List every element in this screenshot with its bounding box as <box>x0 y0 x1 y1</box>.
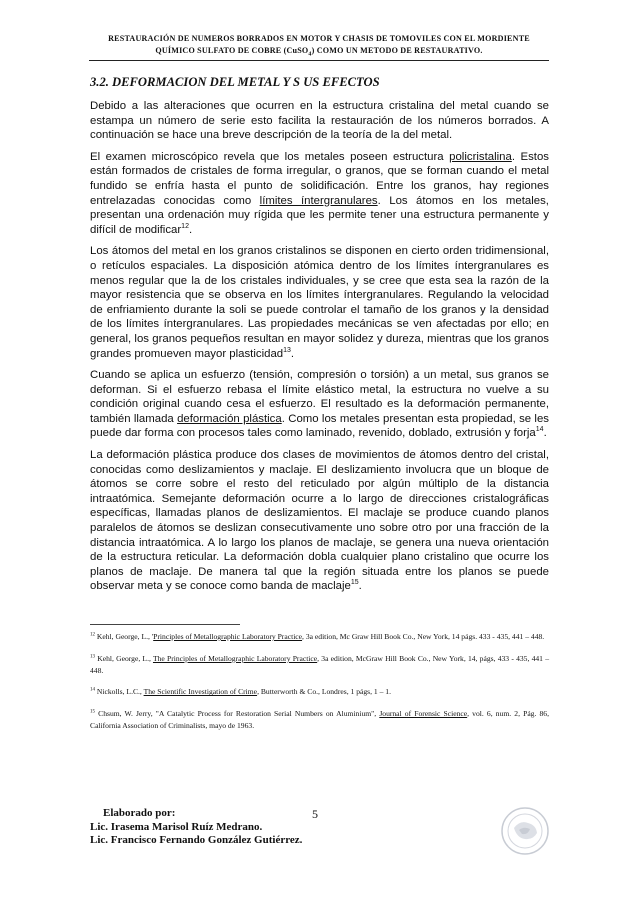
running-header-line2 <box>90 46 548 58</box>
footnote-14-text-b: , Butterworth & Co., Londres, 1 págs, 1 – 1. <box>257 687 391 697</box>
footnote-13-text-b: , 3a edition, McGraw Hill Book Co., New York, 14, págs, 433 - 435, 441 – 448. <box>90 653 549 675</box>
footnote-ref-13: 13 <box>283 346 291 354</box>
footnote-13-book-title: The Principles of Metallographic Laboratory Practice <box>152 653 318 663</box>
header-rule <box>89 60 549 61</box>
footnote-13 <box>90 653 549 677</box>
footnote-14-number: 14 <box>90 687 95 693</box>
paragraph-3 <box>90 244 549 361</box>
footnote-15-journal-title: Journal of Forensic Science <box>379 709 468 719</box>
p4-text-a: Cuando se aplica un esfuerzo (tensión, compresión o torsión) a un metal, sus granos se deforman. Si el esfuerzo rebasa el límite elástico metal, la estructura no vuelve a su condición original cuando cesa el esfuerzo. El resultado es la deformación permanente, también llamada <box>90 369 549 425</box>
footnote-12-number: 12 <box>90 632 95 638</box>
page-number: 5 <box>312 807 318 821</box>
p2-underlined-term-2: límites íntergranulares <box>259 194 378 207</box>
p5-text-b: . <box>358 580 362 593</box>
footnote-12-book-title: Principles of Metallographic Laboratory Practice <box>153 632 303 641</box>
footnote-12 <box>90 631 549 643</box>
p4-text-c: . <box>543 427 547 440</box>
footnote-15-number: 15 <box>90 709 95 715</box>
footnote-14-text-a: Nickolls, L.C., <box>95 687 144 697</box>
paragraph-5 <box>90 448 549 594</box>
footnote-12-text-a: Kehl, George, L., ' <box>95 632 154 641</box>
section-title: 3.2. DEFORMACION DEL METAL Y S US EFECTOS <box>90 75 380 89</box>
footnote-ref-12: 12 <box>181 222 189 230</box>
footnote-rule <box>90 624 240 625</box>
footnote-14 <box>90 686 549 698</box>
header-line2-pre: QUÍMICO SULFATO DE COBRE (CuSO <box>155 46 309 55</box>
footnote-15 <box>90 708 549 732</box>
footnote-ref-15: 15 <box>350 579 359 587</box>
footnote-15-text-a: Chsum, W. Jerry, "A Catalytic Process for Restoration Serial Numbers on Aluminium", <box>95 709 380 719</box>
header-line2-sub: 4 <box>308 51 312 58</box>
p2-text-b: . Estos están formados de cristales de forma irregular, o granos, que se forman cuando el metal fundido se enfría hasta el punto de solidificación. Entre los granos, hay regiones entrelazadas conocidas como <box>90 150 549 207</box>
footer-author-1: Lic. Irasema Marisol Ruíz Medrano. <box>90 820 263 833</box>
paragraph-4 <box>90 368 549 441</box>
p4-underlined-term: deformación plástica <box>177 412 282 425</box>
p2-text-a: El examen microscópico revela que los metales poseen estructura <box>90 150 450 163</box>
footnote-ref-14: 14 <box>535 426 544 434</box>
running-header-line1: RESTAURACIÓN DE NUMEROS BORRADOS EN MOTOR Y CHASIS DE TOMOVILES CON EL MORDIENTE <box>108 34 530 43</box>
header-line2-post: ) COMO UN METODO DE RESTAURATIVO. <box>311 46 483 55</box>
footnote-13-text-a: Kehl, George, L., <box>95 653 153 663</box>
paragraph-2 <box>90 150 549 238</box>
p3-text-b: . <box>290 347 295 360</box>
footnote-15-text-b: , vol. 6, num. 2, Pág. 86, California Association of Criminalists, mayo de 1963. <box>90 709 550 730</box>
footnote-13-number: 13 <box>90 654 95 660</box>
body-text <box>90 99 549 601</box>
footnote-14-book-title: The Scientific Investigation of Crime <box>143 687 258 697</box>
footnote-12-text-b: , 3a edition, Mc Graw Hill Book Co., New York, 14 págs. 433 - 435, 441 – 448. <box>302 632 545 641</box>
p5-text-a: La deformación plástica produce dos clases de movimientos de átomos dentro del cristal, conocidas como deslizamientos y maclaje. El deslizamiento involucra que un bloque de átomos se corre sobre el resto del reticulado por algún múltiplo de la distancia intraatómica. Semejante deformación ocurre a lo largo de direcciones cristalográficas específicas, llamadas planos de deslizamientos. El maclaje se produce cuando planos paralelos de átomos se deslizan consecutivamente uno sobre otro por una fracción de la distancia intraatómica. A lo largo los planos de maclaje, se genera una nueva orientación de la estructura reticular. La deformación dobla cualquier plano cristalino que ocurre los planos de maclaje. De manera tal que la región situada entre los planos se puede observar meta y se conoce como banda de maclaje <box>90 449 549 593</box>
p2-text-c: . Los átomos en los metales, presentan una ordenación muy rígida que les permite tener una estructura permanente y difícil de modificar <box>90 194 549 236</box>
paragraph-1: Debido a las alteraciones que ocurren en la estructura cristalina del metal cuando se estampa un número de serie esto facilita la restauración de los números borrados. A continuación se hace una breve descripción de la teoría de la del metal. <box>90 100 549 142</box>
p2-text-d: . <box>188 223 193 236</box>
footnotes <box>90 631 549 742</box>
p3-text-a: Los átomos del metal en los granos cristalinos se disponen en cierto orden tridimensional, o retículos espaciales. La disposición atómica dentro de los límites íntergranulares es menos regular que la de los cristales individuales, y se cree que esta sea la razón de la mayor resistencia que se observa en los límites íntergranulares. Regulando la velocidad de enfriamiento durante la soli se puede controlar el tamaño de los granos y la densidad de los límites íntergranulares. Las propiedades mecánicas se ven afectadas por ello; en general, los granos pequeños resultan en mayor solidez y dureza, mientras que los granos grandes promueven mayor plasticidad <box>90 245 549 360</box>
university-seal-icon <box>500 806 550 856</box>
page-footer <box>90 807 550 848</box>
p4-text-b: . Como los metales presentan esta propiedad, se les puede dar forma con procesos tales como laminado, revenido, doblado, extrusión y forja <box>90 412 549 440</box>
p2-underlined-term-1: policristalina <box>449 150 512 163</box>
footer-author-2: Lic. Francisco Fernando González Gutiérrez. <box>90 834 303 847</box>
footer-label: Elaborado por: <box>103 807 176 819</box>
